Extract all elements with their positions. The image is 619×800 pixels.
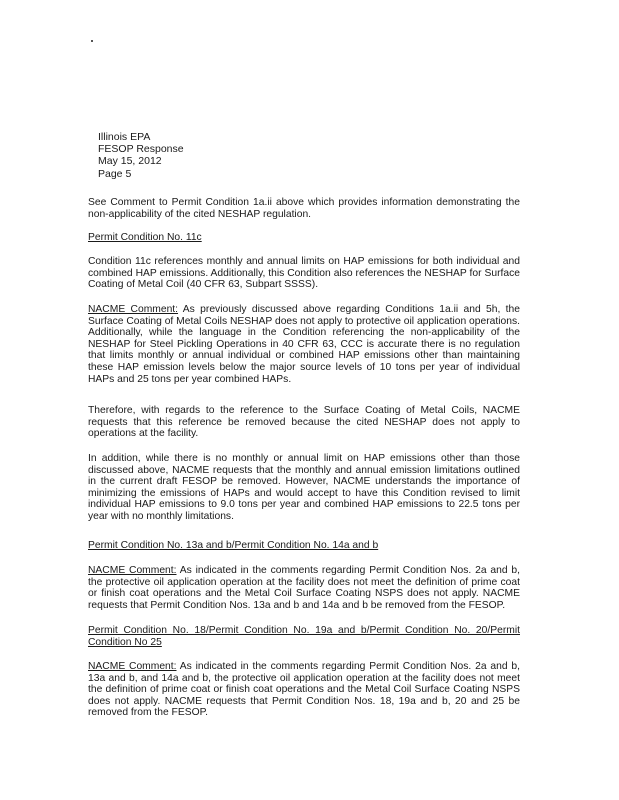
- comment-text: As indicated in the comments regarding Permit Condition Nos. 2a and b, the protective oil application operation at the facility does not meet the definition of prime coat or finish coat operations and the Metal Coil Surface Coating NSPS does not apply. NACME requests that Permit Condition Nos. 13a and b and 14a and b be removed from the FESOP.: [88, 565, 520, 611]
- comment-label: NACME Comment:: [88, 661, 177, 672]
- header-subject: FESOP Response: [98, 143, 184, 156]
- header-date: May 15, 2012: [98, 155, 162, 168]
- heading-condition-13a-14a: Permit Condition No. 13a and b/Permit Condition No. 14a and b: [88, 540, 379, 551]
- header-recipient: Illinois EPA: [98, 131, 151, 143]
- header-page-number: Page 5: [98, 167, 132, 180]
- intro-paragraph: See Comment to Permit Condition 1a.ii above which provides information demonstrating the non-applicability of the cited NESHAP regulation.: [88, 197, 520, 220]
- comment-label: NACME Comment:: [88, 304, 179, 315]
- comment-label: NACME Comment:: [88, 565, 177, 576]
- heading-condition-18-25: Permit Condition No. 18/Permit Condition No. 19a and b/Permit Condition No. 20/Permit Condition No 25: [88, 625, 520, 648]
- paragraph-13a-comment: [88, 565, 520, 611]
- paragraph-11c-request: Therefore, with regards to the reference to the Surface Coating of Metal Coils, NACME requests that this reference be removed because the cited NESHAP does not apply to operations at the facility.: [88, 405, 520, 440]
- paragraph-11c-limits: In addition, while there is no monthly or annual limit on HAP emissions other than those discussed above, NACME requests that the monthly and annual emission limitations outlined in the current draft FESOP be removed. However, NACME understands the importance of minimizing the emissions of HAPs and would accept to have this Condition revised to limit individual HAP emissions to 9.0 tons per year and combined HAP emissions to 22.5 tons per year with no monthly limitations.: [88, 453, 520, 522]
- paragraph-18-comment: [88, 661, 520, 719]
- scan-speck: [91, 40, 93, 42]
- comment-text: As indicated in the comments regarding Permit Condition Nos. 2a and b, 13a and b, and 14a and b, the protective oil application operation at the facility does not meet the definition of prime coat or finish coat operations and the Metal Coil Surface Coating NSPS does not apply. NACME requests that Permit Condition Nos. 18, 19a and b, 20 and 25 be removed from the FESOP.: [88, 661, 520, 719]
- comment-text: As previously discussed above regarding Conditions 1a.ii and 5h, the Surface Coating of Metal Coils NESHAP does not apply to protective oil application operations. Additionally, while the language in the Condition referencing the non-applicability of the NESHAP for Steel Pickling Operations in 40 CFR 63, CCC is accurate there is no regulation that limits monthly or annual individual or combined HAP emissions other than maintaining these HAP emission levels below the major source levels of 10 tons per year of individual HAPs and 25 tons per year combined HAPs.: [88, 304, 520, 385]
- paragraph-11c-comment: [88, 304, 520, 385]
- letter-header: [98, 131, 184, 180]
- paragraph-11c-description: Condition 11c references monthly and annual limits on HAP emissions for both individual and combined HAP emissions. Additionally, this Condition also references the NESHAP for Surface Coating of Metal Coil (40 CFR 63, Subpart SSSS).: [88, 256, 520, 291]
- heading-condition-11c: Permit Condition No. 11c: [88, 232, 202, 243]
